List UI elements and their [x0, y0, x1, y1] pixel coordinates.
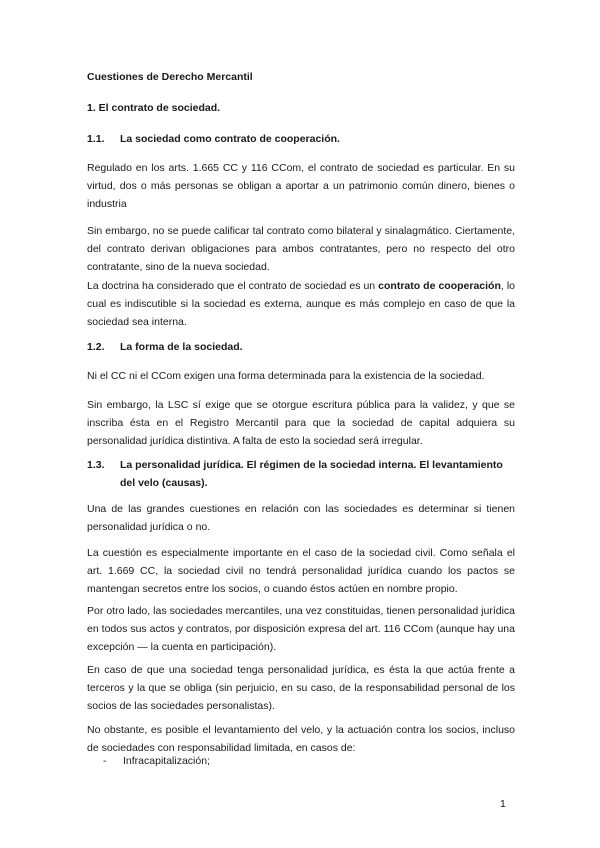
subsection-title: La sociedad como contrato de cooperación.	[120, 133, 340, 145]
bold-term: contrato de cooperación	[378, 280, 501, 292]
paragraph-text: La doctrina ha considerado que el contrato de sociedad es un	[87, 280, 379, 292]
subsection-title: La personalidad jurídica. El régimen de la sociedad interna. El levantamiento del velo (causas).	[120, 459, 503, 489]
subsection-number: 1.3.	[87, 459, 105, 471]
paragraph: La cuestión es especialmente importante en el caso de la sociedad civil. Como señala el art. 1.669 CC, la sociedad civil no tendrá personalidad jurídica cuando los pactos se mantengan secretos entre los socios, o cuando éstos actúen en nombre propio.	[87, 547, 515, 595]
subsection-heading-1-1	[87, 130, 515, 148]
subsection-title: La forma de la sociedad.	[120, 341, 243, 353]
paragraph	[87, 277, 515, 331]
paragraph: Por otro lado, las sociedades mercantiles, una vez constituidas, tienen personalidad jurídica en todos sus actos y contratos, por disposición expresa del art. 116 CCom (aunque hay una excepción — la cuenta en participación).	[87, 605, 515, 653]
paragraph: Sin embargo, la LSC sí exige que se otorgue escritura pública para la validez, y que se inscriba ésta en el Registro Mercantil para que la sociedad de capital adquiera su personalidad jurídica distintiva. A falta de esto la sociedad será irregular.	[87, 399, 515, 447]
subsection-heading-1-2	[87, 338, 515, 356]
page-number: 1	[500, 798, 506, 810]
section-heading-1: 1. El contrato de sociedad.	[87, 102, 221, 114]
paragraph: Regulado en los arts. 1.665 CC y 116 CCom, el contrato de sociedad es particular. En su virtud, dos o más personas se obligan a aportar a un patrimonio común dinero, bienes o industria	[87, 162, 515, 210]
paragraph: Una de las grandes cuestiones en relación con las sociedades es determinar si tienen personalidad jurídica o no.	[87, 503, 515, 533]
document-title: Cuestiones de Derecho Mercantil	[87, 71, 253, 83]
paragraph-text: , lo cual es indiscutible si la sociedad es externa, aunque es más complejo en caso de que la sociedad sea interna.	[87, 280, 515, 328]
subsection-number: 1.2.	[87, 341, 105, 353]
paragraph: Ni el CC ni el CCom exigen una forma determinada para la existencia de la sociedad.	[87, 370, 485, 382]
list-item-text: Infracapitalización;	[123, 755, 210, 767]
list-item	[103, 752, 210, 770]
paragraph: En caso de que una sociedad tenga personalidad jurídica, es ésta la que actúa frente a terceros y la que se obliga (sin perjuicio, en su caso, de la responsabilidad personal de los socios de las sociedades personalistas).	[87, 664, 515, 712]
paragraph: No obstante, es posible el levantamiento del velo, y la actuación contra los socios, incluso de sociedades con responsabilidad limitada, en casos de:	[87, 724, 515, 754]
bullet-dash: -	[103, 755, 107, 767]
paragraph: Sin embargo, no se puede calificar tal contrato como bilateral y sinalagmático. Ciertamente, del contrato derivan obligaciones para ambos contratantes, pero no respecto del otro contratante, sino de la nueva sociedad.	[87, 225, 515, 273]
subsection-number: 1.1.	[87, 133, 105, 145]
subsection-heading-1-3	[87, 456, 515, 492]
